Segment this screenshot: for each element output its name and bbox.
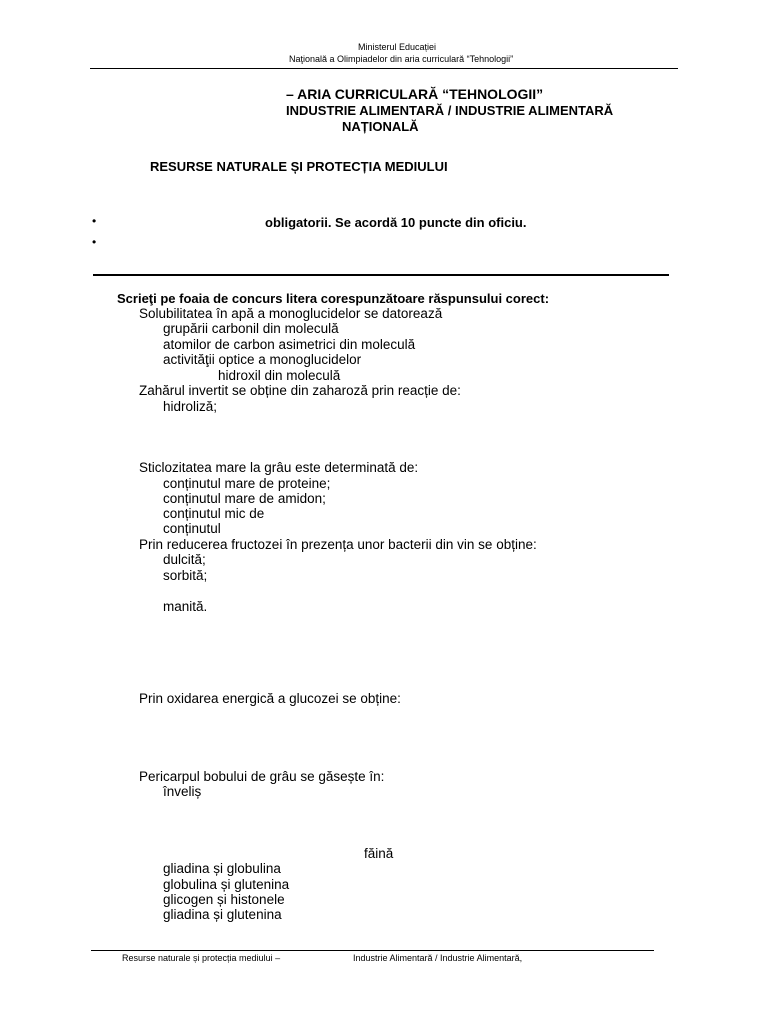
answer-option: dulcită; [163, 552, 206, 567]
answer-option: conținutul [163, 521, 221, 536]
footer-divider [91, 950, 654, 951]
header-olympiad: Naţională a Olimpiadelor din aria curriculară “Tehnologii” [289, 54, 514, 64]
question-stem: Zahărul invertit se obține din zaharoză prin reacție de: [139, 383, 461, 398]
question-stem: Prin oxidarea energică a glucozei se obține: [139, 691, 401, 706]
footer-subject: Resurse naturale și protecția mediului – [122, 953, 281, 963]
title-national: NAȚIONALĂ [342, 119, 419, 134]
title-domain: INDUSTRIE ALIMENTARĂ / INDUSTRIE ALIMENTARĂ [286, 103, 614, 118]
question-stem: făină [364, 846, 394, 861]
answer-option: atomilor de carbon asimetrici din moleculă [163, 337, 416, 352]
answer-option: manită. [163, 599, 208, 614]
question-stem: Solubilitatea în apă a monoglucidelor se datorează [139, 306, 443, 321]
question-stem: Sticlozitatea mare la grâu este determinată de: [139, 460, 419, 475]
answer-option: glicogen și histonele [163, 892, 285, 907]
page-title: – ARIA CURRICULARĂ “TEHNOLOGII” [286, 86, 544, 102]
section-heading: Scrieţi pe foaia de concurs litera corespunzătoare răspunsului corect: [117, 291, 550, 306]
answer-option: gliadina și globulina [163, 861, 281, 876]
answer-option: hidroliză; [163, 399, 218, 414]
answer-option: sorbită; [163, 568, 208, 583]
answer-option: gliadina și glutenina [163, 907, 282, 922]
answer-option: hidroxil din moleculă [218, 368, 341, 383]
footer-domain: Industrie Alimentară / Industrie Alimentară, [353, 953, 523, 963]
answer-option: conținutul mic de [163, 506, 265, 521]
answer-option: globulina și glutenina [163, 877, 290, 892]
section-divider [93, 274, 669, 276]
header-ministry: Ministerul Educației [358, 42, 437, 52]
answer-option: grupării carbonil din moleculă [163, 321, 339, 336]
answer-option: conținutul mare de amidon; [163, 491, 326, 506]
answer-option: conținutul mare de proteine; [163, 476, 331, 491]
answer-option: înveliș [163, 784, 202, 799]
question-stem: Prin reducerea fructozei în prezența unor bacterii din vin se obține: [139, 537, 537, 552]
bullet-marker: • [92, 214, 97, 228]
subject-title: RESURSE NATURALE ȘI PROTECȚIA MEDIULUI [150, 159, 448, 174]
header-divider [90, 68, 678, 69]
instruction-line: obligatorii. Se acordă 10 puncte din oficiu. [265, 215, 527, 230]
question-stem: Pericarpul bobului de grâu se găsește în: [139, 769, 385, 784]
answer-option: activităţii optice a monoglucidelor [163, 352, 362, 367]
bullet-marker: • [92, 235, 97, 249]
